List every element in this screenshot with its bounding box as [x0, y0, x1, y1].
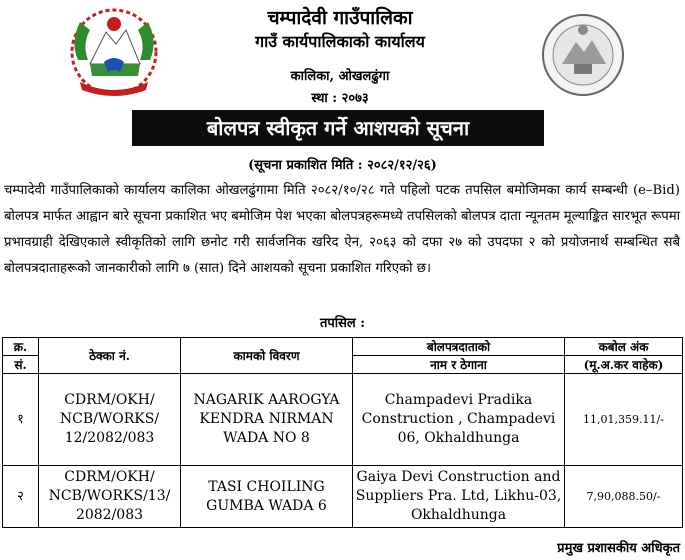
col-amount-header-sub: (मू.अ.कर वाहेक)	[565, 356, 683, 374]
row-work: TASI CHOILING GUMBA WADA 6	[181, 466, 353, 528]
row-work: NAGARIK AAROGYA KENDRA NIRMAN WADA NO 8	[181, 374, 353, 466]
office-subtitle: गाउँ कार्यपालिकाको कार्यालय	[255, 32, 425, 51]
row-sn: २	[3, 466, 39, 528]
details-label: तपसिल :	[319, 316, 366, 331]
col-contract-header: ठेक्का नं.	[39, 338, 181, 374]
col-bidder-header-sub: नाम र ठेगाना	[353, 356, 565, 374]
row-amount: 7,90,088.50/-	[565, 466, 683, 528]
office-address: कालिका, ओखलढुंगा	[290, 69, 390, 84]
col-work-header: कामको विवरण	[181, 338, 353, 374]
col-sn-header-sub: सं.	[3, 356, 39, 374]
bid-table	[2, 337, 683, 528]
row-contract-no: CDRM/OKH/ NCB/WORKS/ 12/2082/083	[39, 374, 181, 466]
notice-paragraph: चम्पादेवी गाउँपालिकाको कार्यालय कालिका ओखलढुंगामा मिति २०८२/१०/२८ गते पहिलो पटक तपसिल बमोजिमका कार्य सम्बन्धी (e–Bid) बोलपत्र मार्फत आह्वान बारे सूचना प्रकाशित भए बमोजिम पेश भएका बोलपत्रहरूमध्ये तपसिलको बोलपत्र दाता न्यूनतम मूल्याङ्कित सारभूत रूपमा प्रभावग्राही देखिएकाले स्वीकृतिको लागि छनोट गरी सार्वजनिक खरिद ऐन, २०६३ को दफा २७ को उपदफा २ को प्रयोजनार्थ सम्बन्धित सबै बोलपत्रदाताहरूको जानकारीको लागि ७ (सात) दिने आशयको सूचना प्रकाशित गरिएको छ।	[4, 183, 680, 276]
col-amount-header: कबोल अंक	[565, 338, 683, 356]
table-row	[3, 374, 683, 466]
table-row	[3, 466, 683, 528]
row-amount: 11,01,359.11/-	[565, 374, 683, 466]
office-title: चम्पादेवी गाउँपालिका	[267, 7, 413, 29]
signature-title: प्रमुख प्रशासकीय अधिकृत	[557, 541, 680, 556]
published-date: (सूचना प्रकाशित मिति : २०८२/१२/२६)	[248, 158, 437, 173]
notice-banner-title: बोलपत्र स्वीकृत गर्ने आशयको सूचना	[132, 110, 544, 146]
municipality-seal-icon	[540, 12, 626, 98]
established-year: स्था : २०७३	[311, 91, 369, 106]
col-bidder-header: बोलपत्रदाताको	[353, 338, 565, 356]
row-bidder: Gaiya Devi Construction and Suppliers Pra. Ltd, Likhu-03, Okhaldhunga	[353, 466, 565, 528]
col-sn-header: क्र.	[3, 338, 39, 356]
row-contract-no: CDRM/OKH/ NCB/WORKS/13/ 2082/083	[39, 466, 181, 528]
nepal-emblem-icon	[60, 2, 168, 100]
row-bidder: Champadevi Pradika Construction , Champadevi 06, Okhaldhunga	[353, 374, 565, 466]
row-sn: १	[3, 374, 39, 466]
